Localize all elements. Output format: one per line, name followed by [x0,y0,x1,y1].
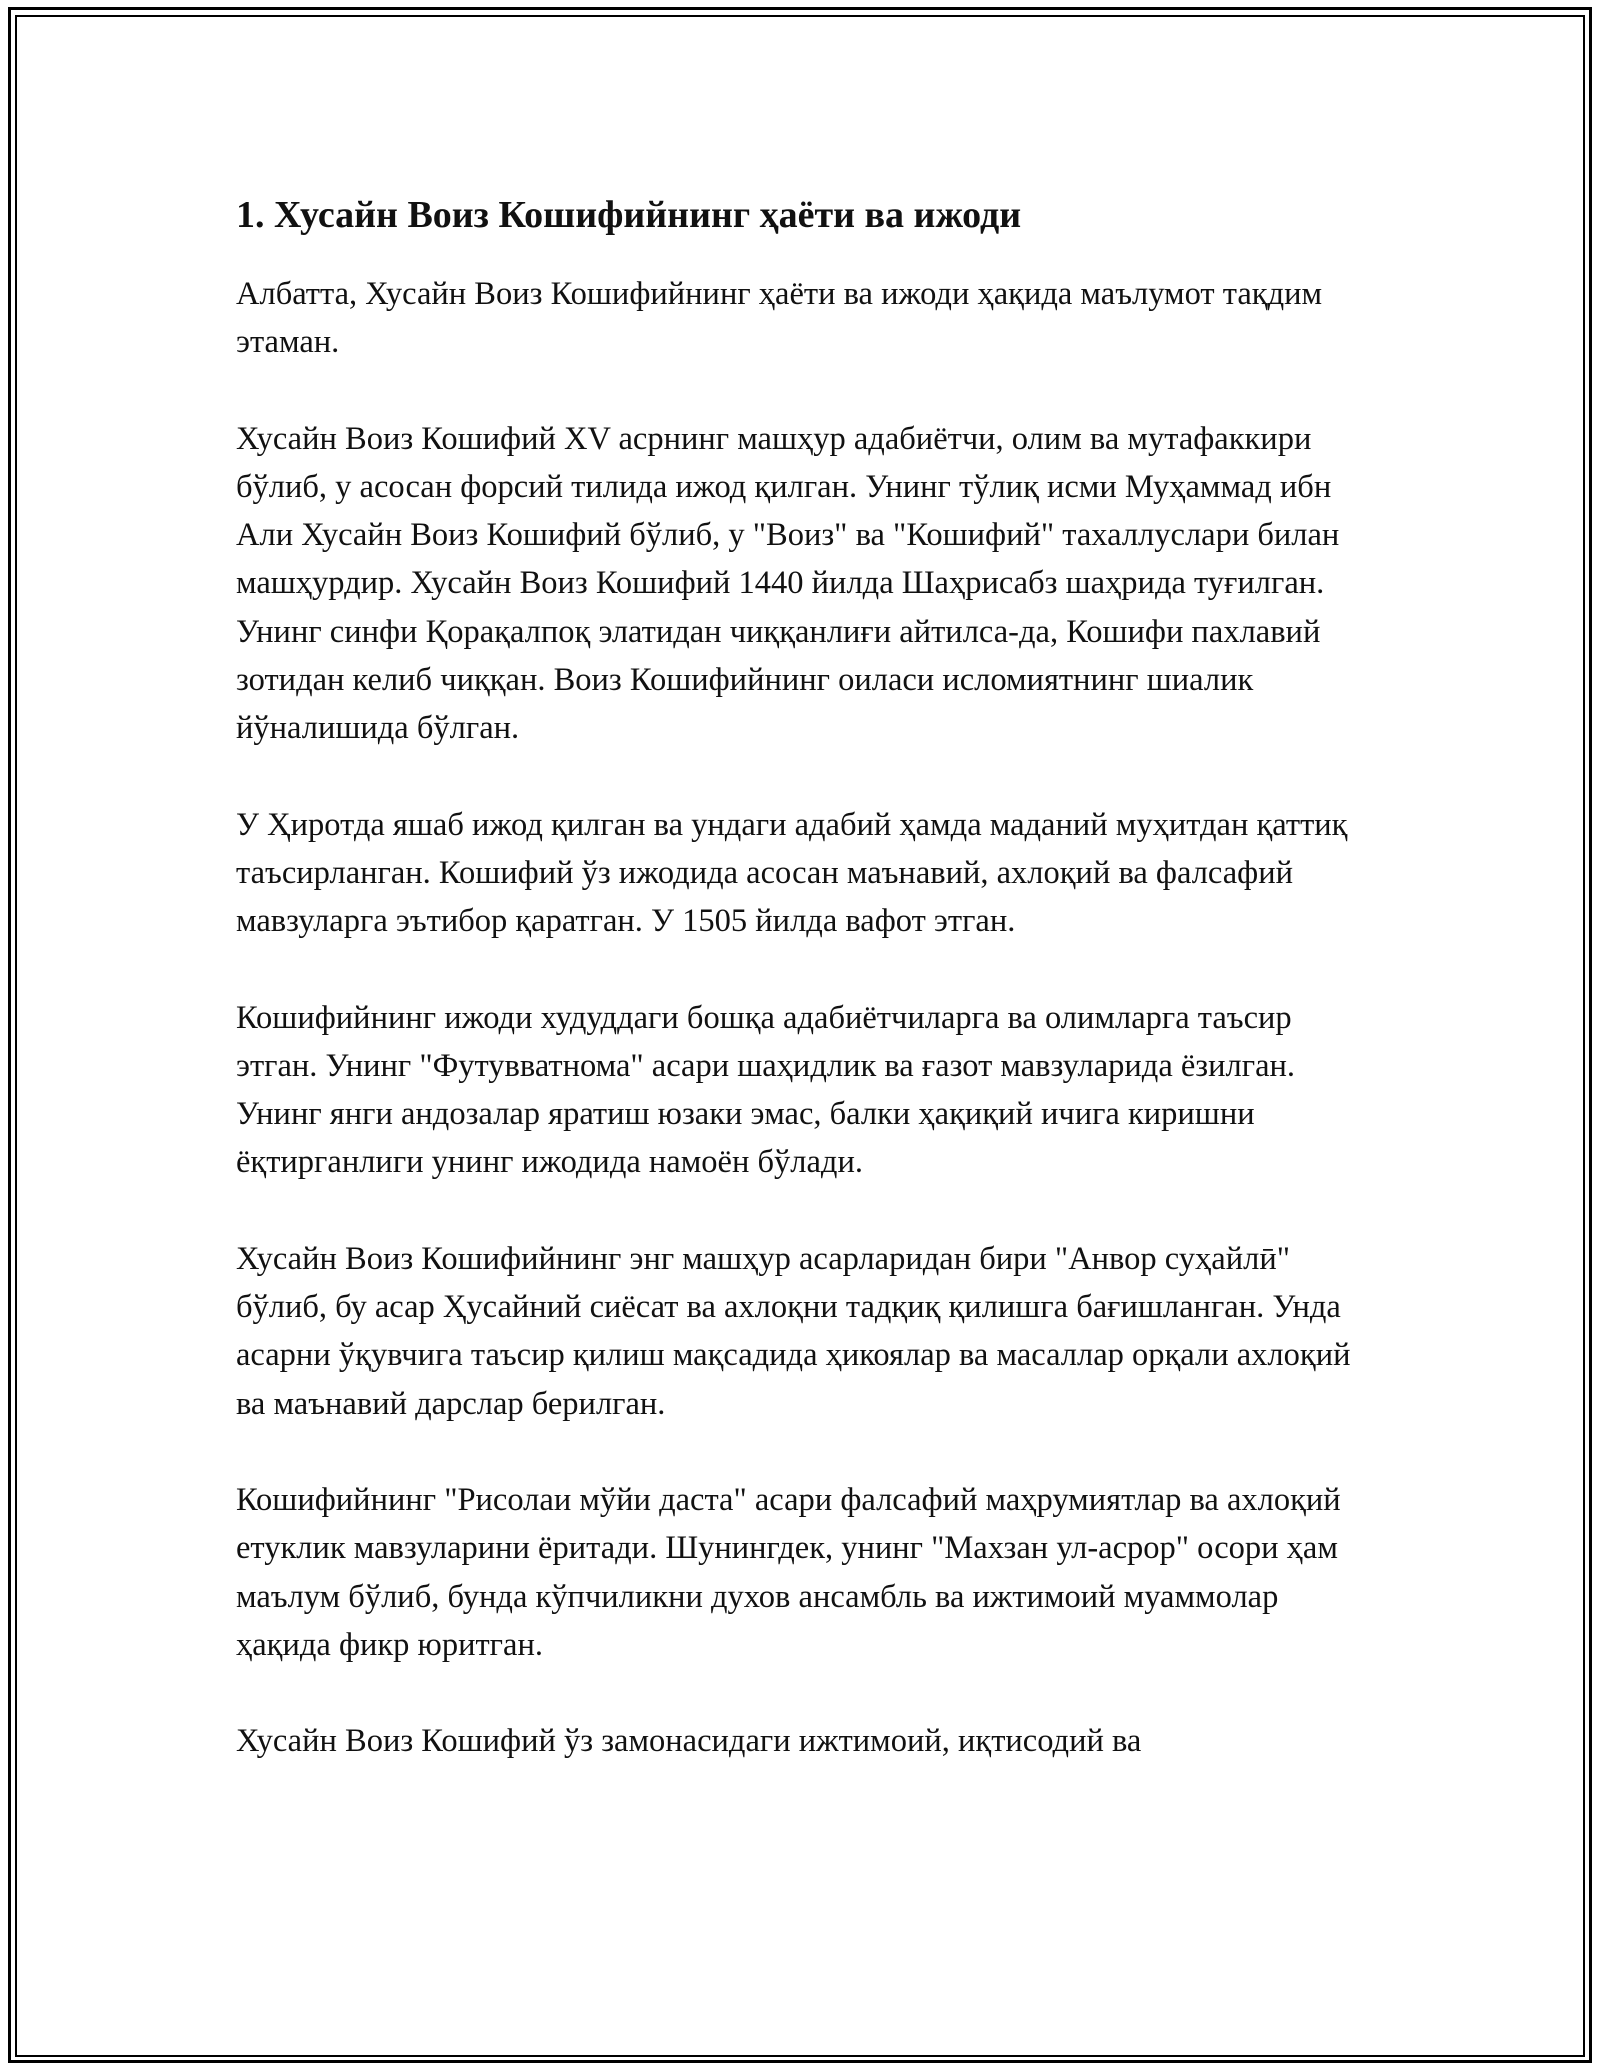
paragraph-other-works: Кошифийнинг "Рисолаи мўйи даста" асари фалсафий маҳрумиятлар ва ахлоқий етуклик мавзуларини ёритади. Шунингдек, унинг "Махзан ул-асрор" осори ҳам маълум бўлиб, бунда кўпчиликни духов ансамбль ва ижтимоий муаммолар ҳақида фикр юритган. [236,1481,1341,1663]
section-title: 1. Хусайн Воиз Кошифийнинг ҳаёти ва ижоди [236,194,1022,236]
paragraph-anvor-suhayli: Хусайн Воиз Кошифийнинг энг машҳур асарларидан бири "Анвор суҳайлӣ" бўлиб, бу асар Ҳусайний сиёсат ва ахлоқни тадқиқ қилишга бағишланган. Унда асарни ўқувчига таъсир қилиш мақсадида ҳикоялар ва масаллар орқали ахлоқий ва маънавий дарслар берилган. [236,1240,1351,1422]
document-body [236,185,1376,1765]
paragraph-influence: Кошифийнинг ижоди худуддаги бошқа адабиётчиларга ва олимларга таъсир этган. Унинг "Футувватнома" асари шаҳидлик ва ғазот мавзуларида ёзилган. Унинг янги андозалар яратиш юзаки эмас, балки ҳақиқий ичига киришни ёқтирганлиги унинг ижодида намоён бўлади. [236,999,1296,1181]
paragraph-intro: Албатта, Хусайн Воиз Кошифийнинг ҳаёти ва ижоди ҳақида маълумот тақдим этаман. [236,276,1323,361]
paragraph-biography: Хусайн Воиз Кошифий XV асрнинг машҳур адабиётчи, олим ва мутафаккири бўлиб, у асосан форсий тилида ижод қилган. Унинг тўлиқ исми Муҳаммад ибн Али Хусайн Воиз Кошифий бўлиб, у "Воиз" ва "Кошифий" тахаллуслари билан машҳурдир. Хусайн Воиз Кошифий 1440 йилда Шаҳрисабз шаҳрида туғилган. Унинг синфи Қорақалпоқ элатидан чиққанлиғи айтилса-да, Кошифи пахлавий зотидан келиб чиққан. Воиз Кошифийнинг оиласи исломиятнинг шиалик йўналишида бўлган. [236,420,1340,747]
paragraph-continued: Хусайн Воиз Кошифий ўз замонасидаги ижтимоий, иқтисодий ва [236,1723,1142,1760]
paragraph-herat: У Ҳиротда яшаб ижод қилган ва ундаги адабий ҳамда маданий муҳитдан қаттиқ таъсирланган. Кошифий ўз ижодида асосан маънавий, ахлоқий ва фалсафий мавзуларга эътибор қаратган. У 1505 йилда вафот этган. [236,806,1348,940]
